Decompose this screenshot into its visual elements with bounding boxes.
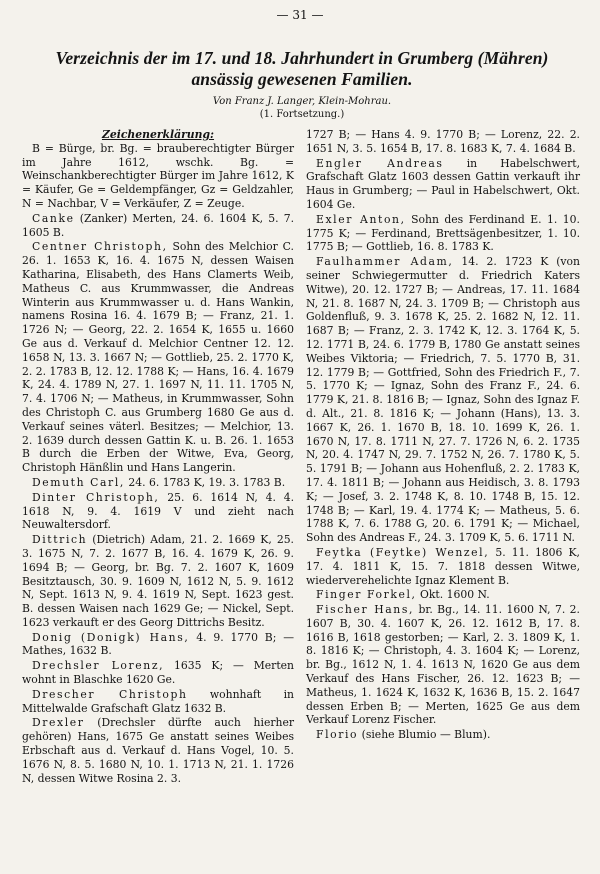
family-entry (306, 603, 580, 727)
entry-text: 25. 6. 1614 N, 4. 4. 1618 N, 9. 4. 1619 V und zieht nach Neuwaltersdorf. (22, 490, 294, 532)
family-entry (22, 142, 294, 211)
entry-text: B = Bürge, br. Bg. = brauberechtigter Bürger im Jahre 1612, wschk. Bg. = Weinschankberechtigter Bürger im Jahre 1612, K = Käufer, Ge = Geldempfänger, Gz = Geldzahler, N = Nachbar, V = Verkäufer, Z = Zeuge. (22, 141, 294, 210)
entry-text: wohnhaft in Mittelwalde Grafschaft Glatz 1632 B. (22, 687, 294, 715)
author-line (24, 95, 580, 121)
page-number: — 31 — (276, 8, 324, 22)
entry-text: 4. 9. 1770 B; — Mathes, 1632 B. (22, 630, 295, 658)
entry-text: Okt. 1600 N. (416, 588, 490, 602)
family-name: Drescher Christoph (32, 687, 188, 701)
right-column (306, 128, 580, 743)
entry-text: (siehe Blumio — Blum). (358, 728, 491, 742)
section-heading: Zeichenerklärung: (101, 128, 215, 141)
family-name: Engler Andreas (316, 156, 444, 170)
family-entry (306, 157, 580, 212)
family-entry (22, 240, 294, 475)
family-entry (306, 546, 580, 587)
family-name: Fischer Hans, (316, 603, 415, 617)
continuation-note: (1. Fortsetzung.) (259, 109, 345, 120)
family-name: Faulhammer Adam, (316, 255, 454, 269)
entry-text: (Zanker) Merten, 24. 6. 1604 K, 5. 7. 1605 B. (22, 211, 294, 239)
entry-text: (Dietrich) Adam, 21. 2. 1669 K, 25. 3. 1675 N, 7. 2. 1677 B, 16. 4. 1679 K, 26. 9. 1694 B; — Georg, br. Bg. 7. 2. 1607 K, 1609 Besitztausch, 30. 9. 1609 N, 1612 N, 5. 9. 1612 N, Sept. 1613 N, 9. 4. 1619 N, Sept. 1623 gest. B. dessen Waisen nach 1629 Ge; — Nickel, Sept. 1623 verkauft er des Georg Dittrichs Besitz. (22, 533, 294, 629)
family-entry (22, 659, 294, 687)
family-entry (306, 588, 580, 602)
family-entry (306, 128, 580, 156)
family-entry (22, 533, 294, 630)
family-name: Dittrich (32, 533, 88, 547)
family-name: Dinter Christoph, (32, 490, 160, 504)
left-column (22, 128, 294, 786)
family-name: Drechsler Lorenz, (32, 659, 165, 673)
entry-text: Sohn des Melchior C. 26. 1. 1653 K, 16. 4. 1675 N, dessen Waisen Katharina, Elisabeth, des Hans Clamerts Weib, Matheus C. aus Krummwasser, die Andreas Winterin aus Krummwasser u. d. Hans Wankin, namens Rosina 16. 4. 1679 B; — Franz, 21. 1. 1726 N; — Georg, 22. 2. 1654 K, 1655 u. 1660 Ge aus d. Verkauf d. Melchior Centner 12. 12. 1658 N, 13. 3. 1667 N; — Gottlieb, 25. 2. 1770 K, 2. 2. 1783 B, 12. 12. 1788 K; — Hans, 16. 4. 1679 K, 24. 4. 1789 N, 27. 1. 1697 N, 11. 11. 1705 N, 7. 4. 1706 N; — Matheus, in Krummwasser, Sohn des Christoph C. aus Grumberg 1680 Ge aus d. Verkauf seines väterl. Besitzes; — Melchior, 13. 2. 1639 durch dessen Gattin K. u. B. 26. 1. 1653 B durch die Erben der Witwe, Eva, Georg, Christoph Hänßlin und Hans Langerin. (22, 240, 294, 475)
entry-text: 24. 6. 1783 K, 19. 3. 1783 B. (124, 475, 286, 489)
family-entry (22, 491, 294, 532)
family-name: Centner Christoph, (32, 240, 168, 254)
family-name: Feytka (Feytke) Wenzel, (316, 545, 490, 559)
family-entry (22, 212, 294, 240)
family-name: Drexler (32, 716, 85, 730)
family-entry (306, 255, 580, 545)
entry-text: 1727 B; — Hans 4. 9. 1770 B; — Lorenz, 22. 2. 1651 N, 3. 5. 1654 B, 17. 8. 1683 K, 7. 4. 1684 B. (306, 128, 580, 155)
family-entry (22, 476, 294, 490)
entry-text: Sohn des Ferdinand E. 1. 10. 1775 K; — Ferdinand, Brettsägenbesitzer, 1. 10. 1775 B; — Gottlieb, 16. 8. 1783 K. (306, 212, 580, 254)
family-name: Exler Anton, (316, 212, 406, 226)
entry-text: (Drechsler dürfte auch hierher gehören) Hans, 1675 Ge anstatt seines Weibes Erbschaft aus d. Verkauf d. Hans Vogel, 10. 5. 1676 N, 8. 5. 1680 N, 10. 1. 1713 N, 21. 1. 1726 N, dessen Witwe Rosina 2. 3. (22, 716, 294, 785)
entry-text: br. Bg., 14. 11. 1600 N, 7. 2. 1607 B, 30. 4. 1607 K, 26. 12. 1612 B, 17. 8. 1616 B, 1618 gestorben; — Karl, 2. 3. 1809 K, 1. 8. 1816 K; — Christoph, 4. 3. 1604 K; — Lorenz, br. Bg., 1612 N, 1. 4. 1613 N, 1620 Ge aus dem Verkauf des Hans Fischer, 26. 12. 1623 B; — Matheus, 1. 1624 K, 1632 K, 1636 B, 15. 2. 1647 dessen Erben B; — Merten, 1625 Ge aus dem Verkauf Lorenz Fischer. (306, 603, 580, 727)
entry-text: 14. 2. 1723 K (von seiner Schwiegermutter d. Friedrich Katers Witwe), 20. 12. 1727 B; — Andreas, 17. 11. 1684 N, 21. 8. 1687 N, 24. 3. 1709 B; — Christoph aus Goldenfluß, 9. 3. 1678 K, 25. 2. 1682 N, 12. 11. 1687 B; — Franz, 2. 3. 1742 K, 12. 3. 1764 K, 5. 12. 1771 B, 24. 6. 1779 B, 1780 Ge anstatt seines Weibes Viktoria; — Friedrich, 7. 5. 1770 B, 31. 12. 1779 B; — Gottfried, Sohn des Friedrich F., 7. 5. 1770 K; — Ignaz, Sohn des Franz F., 24. 6. 1779 K, 21. 8. 1816 B; — Ignaz, Sohn des Ignaz F. d. Alt., 21. 8. 1816 K; — Johann (Hans), 13. 3. 1667 K, 26. 1. 1670 B, 18. 10. 1699 K, 26. 1. 1670 N, 17. 8. 1711 N, 27. 7. 1726 N, 6. 2. 1735 N, 20. 4. 1747 N, 29. 7. 1752 N, 26. 7. 1780 K, 5. 5. 1791 B; — Johann aus Hohenfluß, 2. 2. 1783 K, 17. 4. 1811 B; — Johann aus Heidisch, 3. 8. 1793 K; — Josef, 3. 2. 1748 K, 8. 10. 1748 B, 15. 12. 1748 B; — Karl, 19. 4. 1774 K; — Matheus, 5. 6. 1788 K, 7. 6. 1788 G, 20. 6. 1791 K; — Michael, Sohn des Andreas F., 24. 3. 1709 K, 5. 6. 1711 N. (306, 255, 580, 545)
entry-text: in Habelschwert, Grafschaft Glatz 1603 dessen Gattin verkauft ihr Haus in Grumberg; — Paul in Habelschwert, Okt. 1604 Ge. (306, 156, 581, 211)
family-name: Florio (316, 728, 359, 742)
entry-text: 1635 K; — Merten wohnt in Blaschke 1620 Ge. (22, 659, 295, 687)
family-name: Demuth Carl, (32, 475, 125, 489)
family-entry (22, 716, 294, 785)
family-name: Canke (32, 211, 75, 225)
family-entry (306, 213, 580, 254)
family-entry (306, 728, 580, 742)
family-entry (22, 688, 294, 716)
family-name: Finger Forkel, (316, 588, 417, 602)
family-entry (22, 631, 294, 659)
article-title: Verzeichnis der im 17. und 18. Jahrhundert in Grumberg (Mähren) ansässig gewesenen Familien. (55, 48, 549, 89)
entry-text: 5. 11. 1806 K, 17. 4. 1811 K, 15. 7. 1818 dessen Witwe, wiederverehelichte Ignaz Klement B. (306, 545, 580, 587)
family-name: Donig (Donigk) Hans, (32, 630, 190, 644)
author-name: Von Franz J. Langer, Klein-Mohrau. (212, 96, 392, 107)
